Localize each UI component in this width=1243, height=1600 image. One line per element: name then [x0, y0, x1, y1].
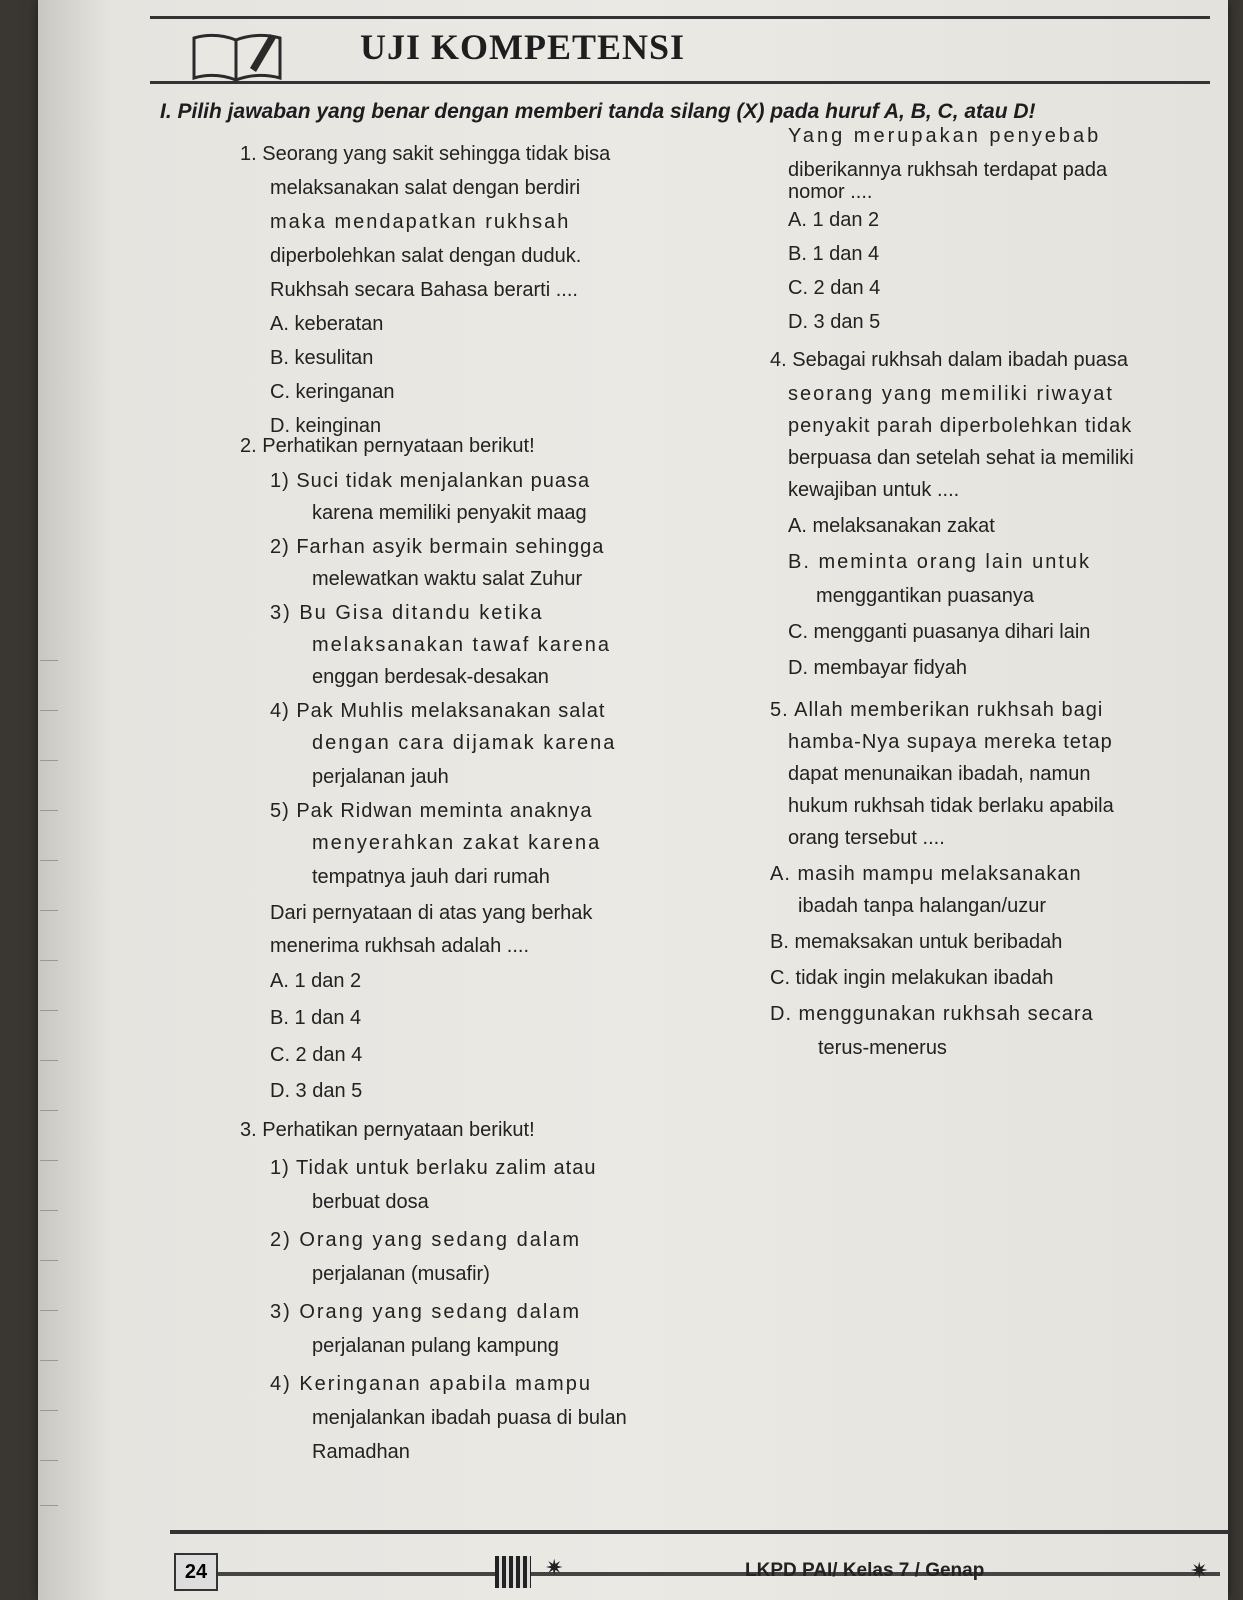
- option-a[interactable]: A. keberatan: [270, 313, 384, 335]
- question-text: hamba-Nya supaya mereka tetap: [788, 731, 1113, 753]
- statement: 1) Suci tidak menjalankan puasa: [270, 470, 591, 492]
- statement: tempatnya jauh dari rumah: [312, 866, 550, 888]
- question-text: 3. Perhatikan pernyataan berikut!: [240, 1119, 535, 1141]
- option-c[interactable]: C. 2 dan 4: [788, 277, 881, 299]
- option-b[interactable]: B. meminta orang lain untuk: [788, 551, 1092, 573]
- option-d[interactable]: D. 3 dan 5: [270, 1080, 363, 1102]
- statement: perjalanan (musafir): [312, 1263, 490, 1285]
- question-text: dapat menunaikan ibadah, namun: [788, 763, 1091, 785]
- book-pen-icon: [190, 28, 285, 83]
- statement: berbuat dosa: [312, 1191, 429, 1213]
- option-c[interactable]: C. mengganti puasanya dihari lain: [788, 621, 1091, 643]
- option-a[interactable]: A. melaksanakan zakat: [788, 515, 995, 537]
- statement: 2) Farhan asyik bermain sehingga: [270, 536, 605, 558]
- question-text: penyakit parah diperbolehkan tidak: [788, 415, 1133, 437]
- page-title: UJI KOMPETENSI: [360, 27, 686, 67]
- option-a[interactable]: A. masih mampu melaksanakan: [770, 863, 1082, 885]
- footer-text: LKPD PAI/ Kelas 7 / Genap: [745, 1560, 985, 1581]
- question-text: seorang yang memiliki riwayat: [788, 383, 1114, 405]
- option-d[interactable]: D. membayar fidyah: [788, 657, 967, 679]
- footer-bar: [180, 1572, 1220, 1576]
- question-text: 2. Perhatikan pernyataan berikut!: [240, 435, 535, 457]
- question-text: nomor ....: [788, 181, 873, 203]
- option-b-continued: menggantikan puasanya: [816, 585, 1034, 607]
- question-text: Dari pernyataan di atas yang berhak: [270, 902, 593, 924]
- question-text: orang tersebut ....: [788, 827, 945, 849]
- option-c[interactable]: C. tidak ingin melakukan ibadah: [770, 967, 1054, 989]
- page-number: 24: [174, 1553, 218, 1591]
- statement: 4) Pak Muhlis melaksanakan salat: [270, 700, 606, 722]
- option-b[interactable]: B. 1 dan 4: [270, 1007, 362, 1029]
- statement: melaksanakan tawaf karena: [312, 634, 612, 656]
- statement: enggan berdesak-desakan: [312, 666, 549, 688]
- question-text: kewajiban untuk ....: [788, 479, 960, 501]
- statement: 2) Orang yang sedang dalam: [270, 1229, 582, 1251]
- statement: 5) Pak Ridwan meminta anaknya: [270, 800, 593, 822]
- option-b[interactable]: B. kesulitan: [270, 347, 374, 369]
- statement: 3) Orang yang sedang dalam: [270, 1301, 582, 1323]
- question-text: menerima rukhsah adalah ....: [270, 935, 530, 957]
- statement: melewatkan waktu salat Zuhur: [312, 568, 583, 590]
- statement: menjalankan ibadah puasa di bulan: [312, 1407, 627, 1429]
- option-a[interactable]: A. 1 dan 2: [270, 970, 362, 992]
- option-d[interactable]: D. 3 dan 5: [788, 311, 881, 333]
- question-text: diberikannya rukhsah terdapat pada: [788, 159, 1108, 181]
- statement: karena memiliki penyakit maag: [312, 502, 587, 524]
- statement: menyerahkan zakat karena: [312, 832, 602, 854]
- option-b[interactable]: B. memaksakan untuk beribadah: [770, 931, 1063, 953]
- option-a[interactable]: A. 1 dan 2: [788, 209, 880, 231]
- statement: perjalanan jauh: [312, 766, 449, 788]
- sparkle-icon: ✷: [1190, 1558, 1209, 1583]
- question-text: Yang merupakan penyebab: [788, 125, 1102, 147]
- statement: dengan cara dijamak karena: [312, 732, 617, 754]
- option-d[interactable]: D. menggunakan rukhsah secara: [770, 1003, 1094, 1025]
- option-d[interactable]: D. keinginan: [270, 415, 382, 437]
- question-text: maka mendapatkan rukhsah: [270, 211, 571, 233]
- option-c[interactable]: C. keringanan: [270, 381, 395, 403]
- statement: 1) Tidak untuk berlaku zalim atau: [270, 1157, 597, 1179]
- barcode-icon: [495, 1556, 531, 1588]
- sparkle-icon: ✷: [545, 1555, 564, 1580]
- statement: 3) Bu Gisa ditandu ketika: [270, 602, 544, 624]
- question-text: diperbolehkan salat dengan duduk.: [270, 245, 582, 267]
- option-b[interactable]: B. 1 dan 4: [788, 243, 880, 265]
- question-text: hukum rukhsah tidak berlaku apabila: [788, 795, 1114, 817]
- question-text: berpuasa dan setelah sehat ia memiliki: [788, 447, 1134, 469]
- statement: 4) Keringanan apabila mampu: [270, 1373, 592, 1395]
- instruction-text: I. Pilih jawaban yang benar dengan memberi tanda silang (X) pada huruf A, B, C, atau D!: [160, 100, 1036, 123]
- footer-rule: [170, 1530, 1230, 1534]
- option-c[interactable]: C. 2 dan 4: [270, 1044, 363, 1066]
- question-text: 5. Allah memberikan rukhsah bagi: [770, 699, 1104, 721]
- statement: Ramadhan: [312, 1441, 410, 1463]
- question-text: 1. Seorang yang sakit sehingga tidak bisa: [240, 143, 611, 165]
- question-text: melaksanakan salat dengan berdiri: [270, 177, 581, 199]
- option-d-continued: terus-menerus: [818, 1037, 947, 1059]
- statement: perjalanan pulang kampung: [312, 1335, 559, 1357]
- question-text: Rukhsah secara Bahasa berarti ....: [270, 279, 578, 301]
- question-text: 4. Sebagai rukhsah dalam ibadah puasa: [770, 349, 1129, 371]
- option-a-continued: ibadah tanpa halangan/uzur: [798, 895, 1046, 917]
